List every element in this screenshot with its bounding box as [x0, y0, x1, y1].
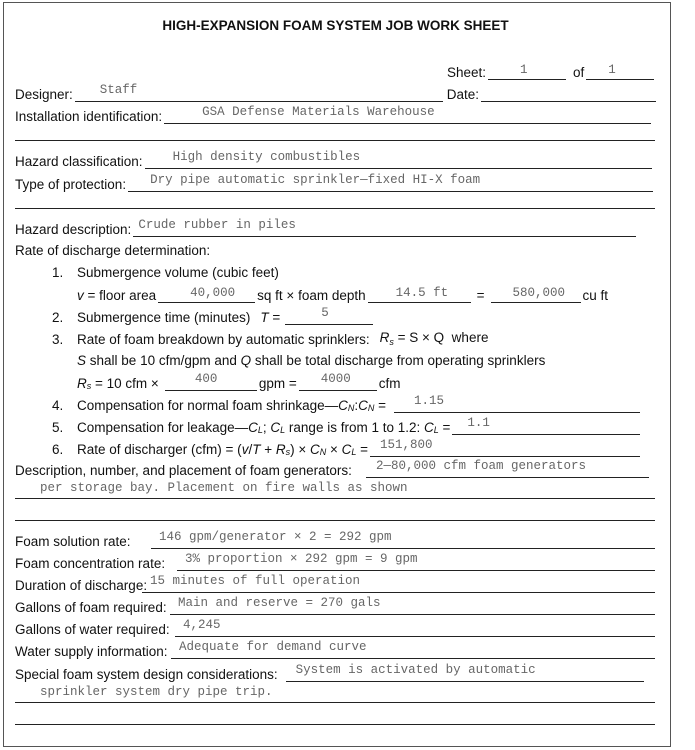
field-label: Foam solution rate: — [15, 534, 131, 549]
rs-formula: $R_s = S \times Q$ where — [379, 330, 489, 347]
hazard-classification-field[interactable] — [145, 152, 652, 169]
field-value: 4,245 — [183, 618, 221, 632]
generators-label: Description, number, and placement of foam generators: — [15, 463, 352, 478]
generators-row-2 — [15, 481, 655, 499]
field-label: Gallons of water required: — [15, 622, 170, 637]
t-variable: T — [260, 310, 269, 325]
page-title: HIGH-EXPANSION FOAM SYSTEM JOB WORK SHEET — [162, 18, 509, 33]
gpm-label: gpm = — [258, 376, 297, 391]
step4-row: 4. Compensation for normal foam shrinkage— C N : C N = 1.15 — [52, 395, 642, 413]
sheet-total-field[interactable] — [586, 63, 654, 80]
step3-label: Rate of foam breakdown by automatic sprinklers: — [77, 332, 370, 347]
field-input[interactable] — [151, 532, 655, 549]
generators-value-line1: 2—80,000 cfm foam generators — [375, 459, 586, 473]
installation-field[interactable] — [164, 107, 651, 124]
designer-row — [15, 84, 658, 102]
field-input[interactable] — [142, 576, 655, 593]
step5-row: 5. Compensation for leakage— C L ; C L range is from 1 to 1.2: C L = 1.1 — [52, 417, 642, 435]
generators-value-line2: per storage bay. Placement on fire walls as shown — [40, 481, 408, 495]
step3-note-row: S shall be 10 cfm/gpm and Q shall be total discharge from operating sprinklers — [77, 353, 546, 368]
type-of-protection-row — [15, 174, 655, 192]
field-value: Adequate for demand curve — [179, 640, 367, 654]
of-label: of — [573, 65, 585, 80]
sheet-label: Sheet: — [447, 65, 487, 80]
step3-number: 3. — [52, 332, 64, 347]
field-input[interactable] — [175, 620, 655, 637]
special-field[interactable] — [286, 665, 644, 682]
volume-value: 580,000 — [512, 286, 566, 300]
special-row-2 — [15, 685, 655, 703]
cl-field[interactable] — [452, 418, 640, 435]
submergence-time-field[interactable] — [285, 308, 373, 325]
hazard-description-label: Hazard description: — [15, 222, 132, 237]
field-value: 15 minutes of full operation — [150, 574, 361, 588]
field-value: Main and reserve = 270 gals — [178, 596, 381, 610]
generators-row — [15, 460, 651, 478]
cu-ft-label: cu ft — [582, 288, 609, 303]
field-input[interactable] — [177, 554, 655, 571]
generators-field-2[interactable] — [15, 482, 655, 499]
hazard-description-value: Crude rubber in piles — [138, 218, 296, 232]
field-label: Gallons of foam required: — [15, 600, 167, 615]
field-input[interactable] — [170, 598, 655, 615]
designer-label: Designer: — [15, 87, 73, 102]
type-of-protection-value: Dry pipe automatic sprinkler—fixed HI-X foam — [150, 173, 481, 187]
special-value-line2: sprinkler system dry pipe trip. — [40, 685, 273, 699]
hazard-classification-value: High density combustibles — [172, 150, 361, 164]
special-field-2[interactable] — [15, 686, 655, 703]
special-row — [15, 664, 646, 682]
gpm-field[interactable] — [165, 374, 257, 391]
equals-sign: = — [268, 310, 281, 325]
field-row — [15, 597, 655, 615]
blank-line — [15, 140, 655, 141]
designer-field[interactable] — [75, 85, 443, 102]
step1-row — [52, 262, 279, 280]
step2-number: 2. — [52, 310, 64, 325]
field-row — [15, 641, 655, 659]
cfm-value: 4000 — [320, 372, 351, 386]
step3-row — [52, 329, 488, 347]
step1-number: 1. — [52, 265, 64, 280]
rate-heading: Rate of discharge determination: — [15, 243, 211, 258]
field-row — [15, 575, 655, 593]
type-of-protection-field[interactable] — [128, 175, 653, 192]
installation-row — [15, 106, 653, 124]
hazard-description-field[interactable] — [133, 220, 636, 237]
discharge-rate-field[interactable] — [370, 440, 640, 457]
designer-value: Staff — [99, 83, 138, 97]
step6-label: Rate of discharger (cfm) = ( — [77, 442, 242, 457]
hazard-classification-row — [15, 151, 654, 169]
foam-depth-value: 14.5 ft — [395, 286, 449, 300]
special-value-line1: System is activated by automatic — [295, 663, 536, 677]
cn-field[interactable] — [394, 396, 640, 413]
cfm-field[interactable] — [299, 374, 377, 391]
equals-sign: = — [476, 288, 485, 303]
step2-row — [52, 307, 375, 325]
date-field[interactable] — [481, 85, 656, 102]
floor-area-value: 40,000 — [190, 286, 236, 300]
rs-formula-text: = S × Q where — [397, 330, 489, 345]
step5-label: Compensation for leakage— — [77, 420, 249, 435]
type-of-protection-label: Type of protection: — [15, 177, 127, 192]
field-row — [15, 619, 655, 637]
foam-depth-label: sq ft × foam depth — [257, 288, 366, 303]
hazard-description-row — [15, 219, 638, 237]
s-note: shall be 10 cfm/gpm and — [89, 353, 237, 368]
field-row — [15, 553, 655, 571]
field-value: 3% proportion × 292 gpm = 9 gpm — [185, 552, 418, 566]
v-variable: v — [77, 288, 84, 303]
date-label: Date: — [446, 87, 480, 102]
volume-field[interactable] — [491, 286, 581, 303]
gpm-value: 400 — [194, 372, 218, 386]
blank-line — [15, 208, 655, 209]
field-label: Duration of discharge: — [15, 578, 148, 593]
step4-label: Compensation for normal foam shrinkage— — [77, 398, 339, 413]
generators-field[interactable] — [366, 461, 649, 478]
step6-row: 6. Rate of discharger (cfm) = ( v / T + R s ) × C N × C L = 151,800 — [52, 439, 642, 457]
blank-line — [15, 520, 655, 521]
step5-number: 5. — [52, 420, 64, 435]
cn-value: 1.15 — [414, 394, 445, 408]
cfm-label: cfm — [378, 376, 401, 391]
step1-label: Submergence volume (cubic feet) — [77, 265, 279, 280]
floor-area-label: = floor area — [83, 288, 157, 303]
step2-label: Submergence time (minutes) — [77, 310, 251, 325]
step1-formula-row — [77, 285, 608, 303]
step3-calc-row: R s = 10 cfm × 400 gpm = 4000 cfm — [77, 372, 401, 391]
hazard-classification-label: Hazard classification: — [15, 154, 143, 169]
installation-value: GSA Defense Materials Warehouse — [202, 105, 435, 119]
sheet-value: 1 — [520, 63, 528, 77]
step6-number: 6. — [52, 442, 64, 457]
q-note: shall be total discharge from operating sprinklers — [254, 353, 546, 368]
field-value: 146 gpm/generator × 2 = 292 gpm — [159, 530, 392, 544]
foam-depth-field[interactable] — [368, 286, 471, 303]
submergence-time-value: 5 — [321, 306, 329, 320]
discharge-rate-value: 151,800 — [380, 438, 433, 452]
special-label: Special foam system design considerations: — [15, 667, 278, 682]
field-row — [15, 531, 655, 549]
rs-prefix: = 10 cfm × — [95, 376, 159, 391]
sheet-total-value: 1 — [608, 63, 616, 77]
installation-label: Installation identification: — [15, 109, 163, 124]
floor-area-field[interactable] — [158, 286, 255, 303]
sheet-row — [447, 62, 656, 80]
field-label: Water supply information: — [15, 644, 168, 659]
cl-value: 1.1 — [467, 416, 490, 430]
step4-number: 4. — [52, 398, 64, 413]
cl-range: range is from 1 to 1.2: — [288, 420, 421, 435]
blank-line — [15, 724, 655, 725]
sheet-field[interactable] — [488, 63, 566, 80]
field-input[interactable] — [171, 642, 655, 659]
field-label: Foam concentration rate: — [15, 556, 166, 571]
